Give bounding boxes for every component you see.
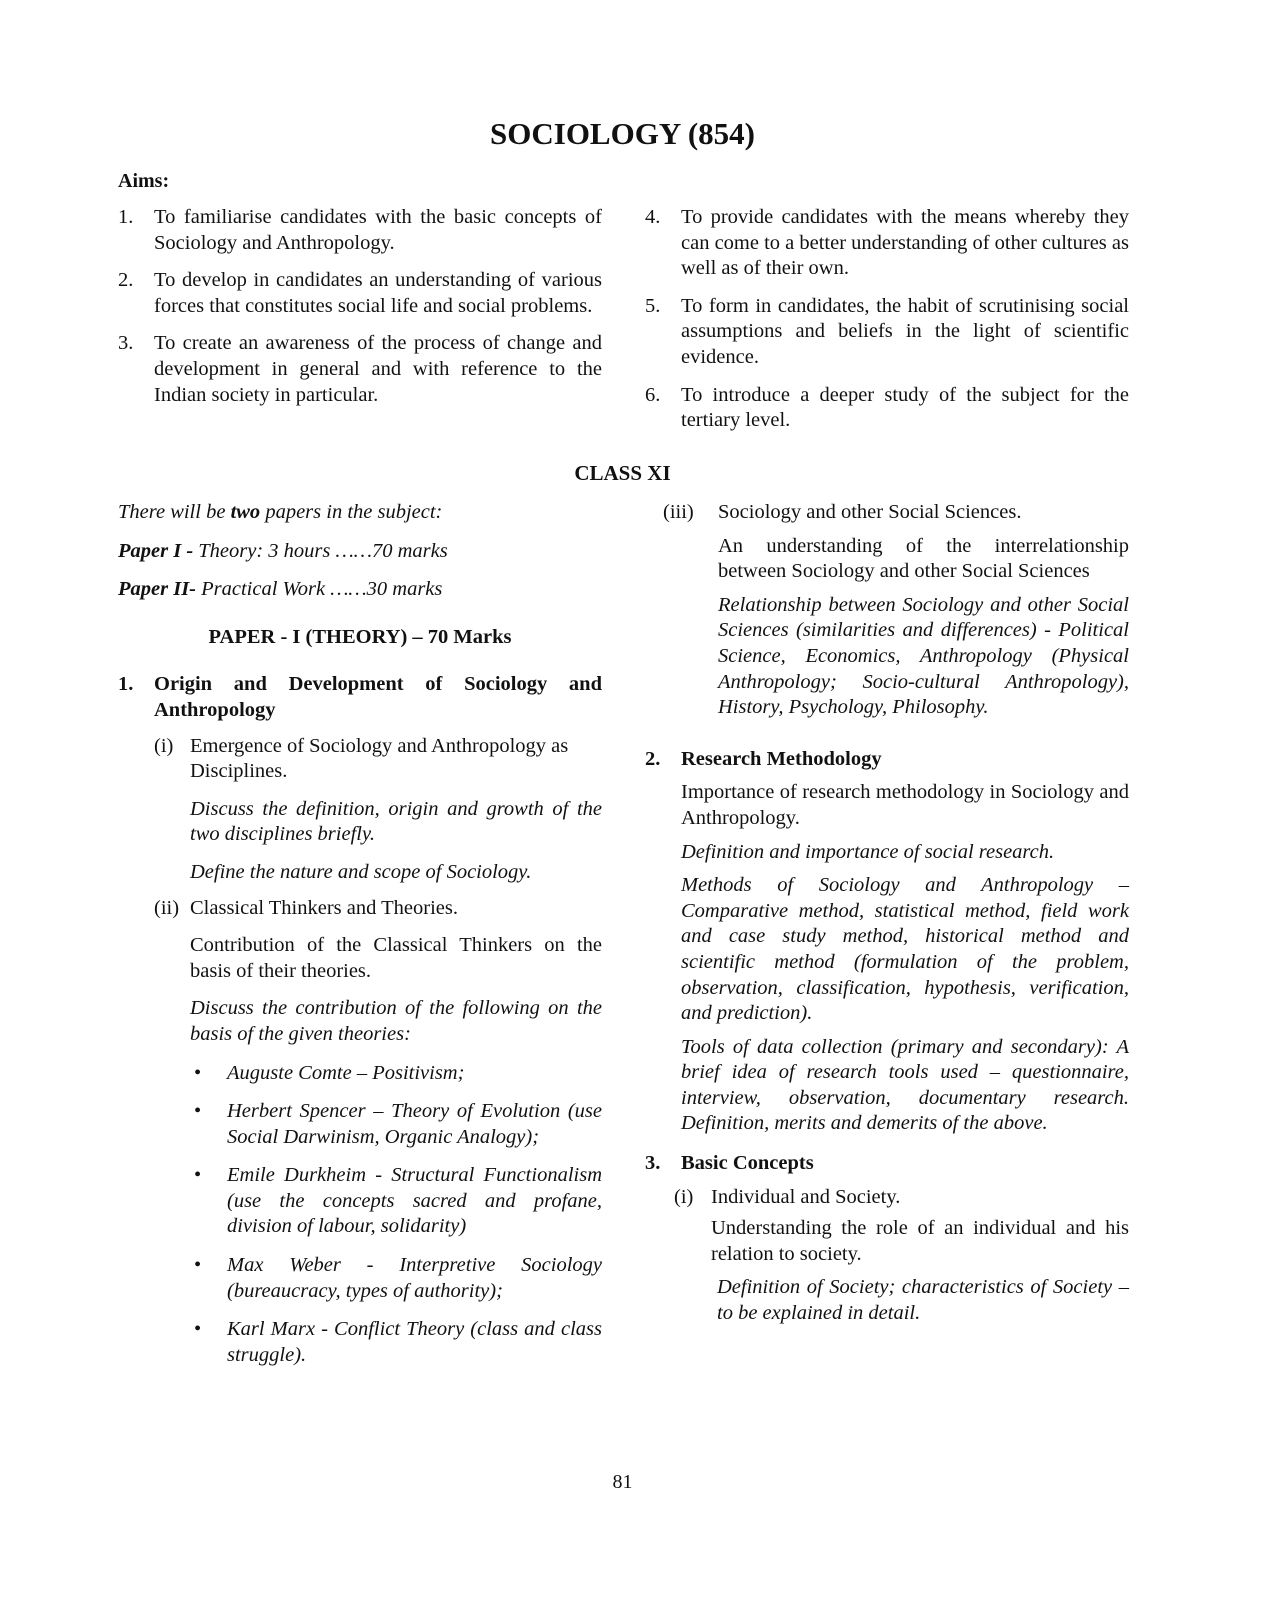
aim-item [645,205,1129,282]
section-number: 3. [645,1152,661,1175]
class-heading: CLASS XI [574,461,671,485]
aim-item [118,331,602,408]
section-title: Research Methodology [681,747,882,770]
paragraph: Understanding the role of an individual and his relation to society. [711,1217,1129,1265]
bullet-icon: • [194,1318,202,1341]
aims-heading: Aims: [118,170,170,192]
paragraph: Importance of research methodology in Sociology and Anthropology. [681,781,1129,829]
bullet-icon: • [194,1254,202,1277]
section-heading [645,1151,1129,1177]
bullet-text: Karl Marx - Conflict Theory (class and class struggle). [227,1318,602,1366]
paper-1-label: Paper I - [118,539,199,562]
aim-number: 2. [118,269,134,292]
bullet-text: Auguste Comte – Positivism; [227,1061,465,1084]
paper-2-label: Paper II- [118,578,202,601]
paper-heading: PAPER - I (THEORY) – 70 Marks [208,625,512,648]
intro-bold: two [230,501,261,523]
aim-number: 6. [645,383,661,406]
paragraph: Define the nature and scope of Sociology. [190,860,532,883]
bullet-text: Emile Durkheim - Structural Functionalism (use the concepts sacred and profane, division of labour, solidarity) [227,1164,602,1238]
paper-2-text: Practical Work ……30 marks [201,578,443,601]
subsection-title: Emergence of Sociology and Anthropology as Disciplines. [190,734,569,783]
paragraph: Tools of data collection (primary and secondary): A brief idea of research tools used – questionnaire, interview, observation, documentary research. Definition, merits and demerits of the above. [681,1035,1129,1135]
subsection-number: (i) [674,1185,694,1208]
bullet-text: Herbert Spencer – Theory of Evolution (use Social Darwinism, Organic Analogy); [227,1100,602,1148]
aim-item [118,268,602,319]
aim-text: To create an awareness of the process of change and development in general and with reference to the Indian society in particular. [154,332,602,406]
paper-1-text: Theory: 3 hours ……70 marks [198,539,448,562]
section-title: Origin and Development of Sociology and Anthropology [154,673,602,721]
bullet-item [118,1163,602,1240]
bullet-item [118,1099,602,1150]
bullet-text: Max Weber - Interpretive Sociology (bureaucracy, types of authority); [227,1254,602,1302]
aim-text: To introduce a deeper study of the subject for the tertiary level. [681,383,1129,432]
bullet-item [118,1061,602,1087]
aim-number: 5. [645,294,661,317]
bullet-icon: • [194,1164,202,1187]
papers-intro [118,500,602,526]
subsection-title: Individual and Society. [711,1185,901,1208]
paragraph: Discuss the contribution of the following on the basis of the given theories: [190,997,602,1045]
section-heading [118,672,602,723]
subsection-number: (ii) [154,896,180,919]
subsection-heading [118,896,602,922]
aims-list-right [645,205,1129,446]
subsection-title: Classical Thinkers and Theories. [190,896,458,919]
paragraph: Relationship between Sociology and other Social Sciences (similarities and differences) - Political Science, Economics, Anthropology (Physical Anthropology; Socio-cultural Anthropology), History, Psychology, Philosophy. [718,593,1129,719]
bullet-icon: • [194,1061,202,1084]
section-number: 2. [645,747,661,770]
aim-text: To familiarise candidates with the basic concepts of Sociology and Anthropology. [154,206,602,254]
section-heading [645,747,1129,773]
subsection-title: Sociology and other Social Sciences. [718,501,1022,523]
section-number: 1. [118,673,134,696]
subsection-heading [645,1185,1129,1211]
subsection-number: (iii) [663,501,694,523]
right-column [645,500,1129,1327]
aim-text: To form in candidates, the habit of scrutinising social assumptions and beliefs in the light of scientific evidence. [681,294,1129,368]
paragraph: Definition and importance of social research. [681,840,1055,863]
paper-2-line [118,577,602,603]
bullet-icon: • [194,1100,202,1123]
subsection-number: (i) [154,734,174,757]
aims-list-left [118,205,602,420]
aim-item [645,383,1129,434]
subsection-heading [645,500,1129,526]
page-number: 81 [612,1471,633,1493]
intro-text: papers in the subject: [260,501,443,523]
aim-item [645,294,1129,371]
paper-1-line [118,539,602,565]
aim-number: 4. [645,206,661,228]
paragraph: Definition of Society; characteristics of Society – to be explained in detail. [717,1276,1129,1325]
aim-number: 1. [118,206,134,228]
aim-text: To provide candidates with the means whereby they can come to a better understanding of other cultures as well as of their own. [681,206,1129,280]
bullet-item [118,1317,602,1368]
paragraph: An understanding of the interrelationship between Sociology and other Social Sciences [718,534,1129,583]
paragraph: Discuss the definition, origin and growth of the two disciplines briefly. [190,797,602,846]
aim-text: To develop in candidates an understanding of various forces that constitutes social life and social problems. [154,269,602,317]
paragraph: Contribution of the Classical Thinkers on the basis of their theories. [190,934,602,982]
section-title: Basic Concepts [681,1152,814,1175]
intro-text: There will be [118,501,231,523]
paragraph: Methods of Sociology and Anthropology – Comparative method, statistical method, field work and case study method, historical method and scientific method (formulation of the problem, observation, classification, hypothesis, verification, and prediction). [681,874,1129,1025]
page-title: SOCIOLOGY (854) [490,116,755,151]
aim-item [118,205,602,256]
aim-number: 3. [118,332,134,355]
subsection-heading [118,734,602,785]
left-column [118,500,602,1368]
bullet-item [118,1253,602,1304]
